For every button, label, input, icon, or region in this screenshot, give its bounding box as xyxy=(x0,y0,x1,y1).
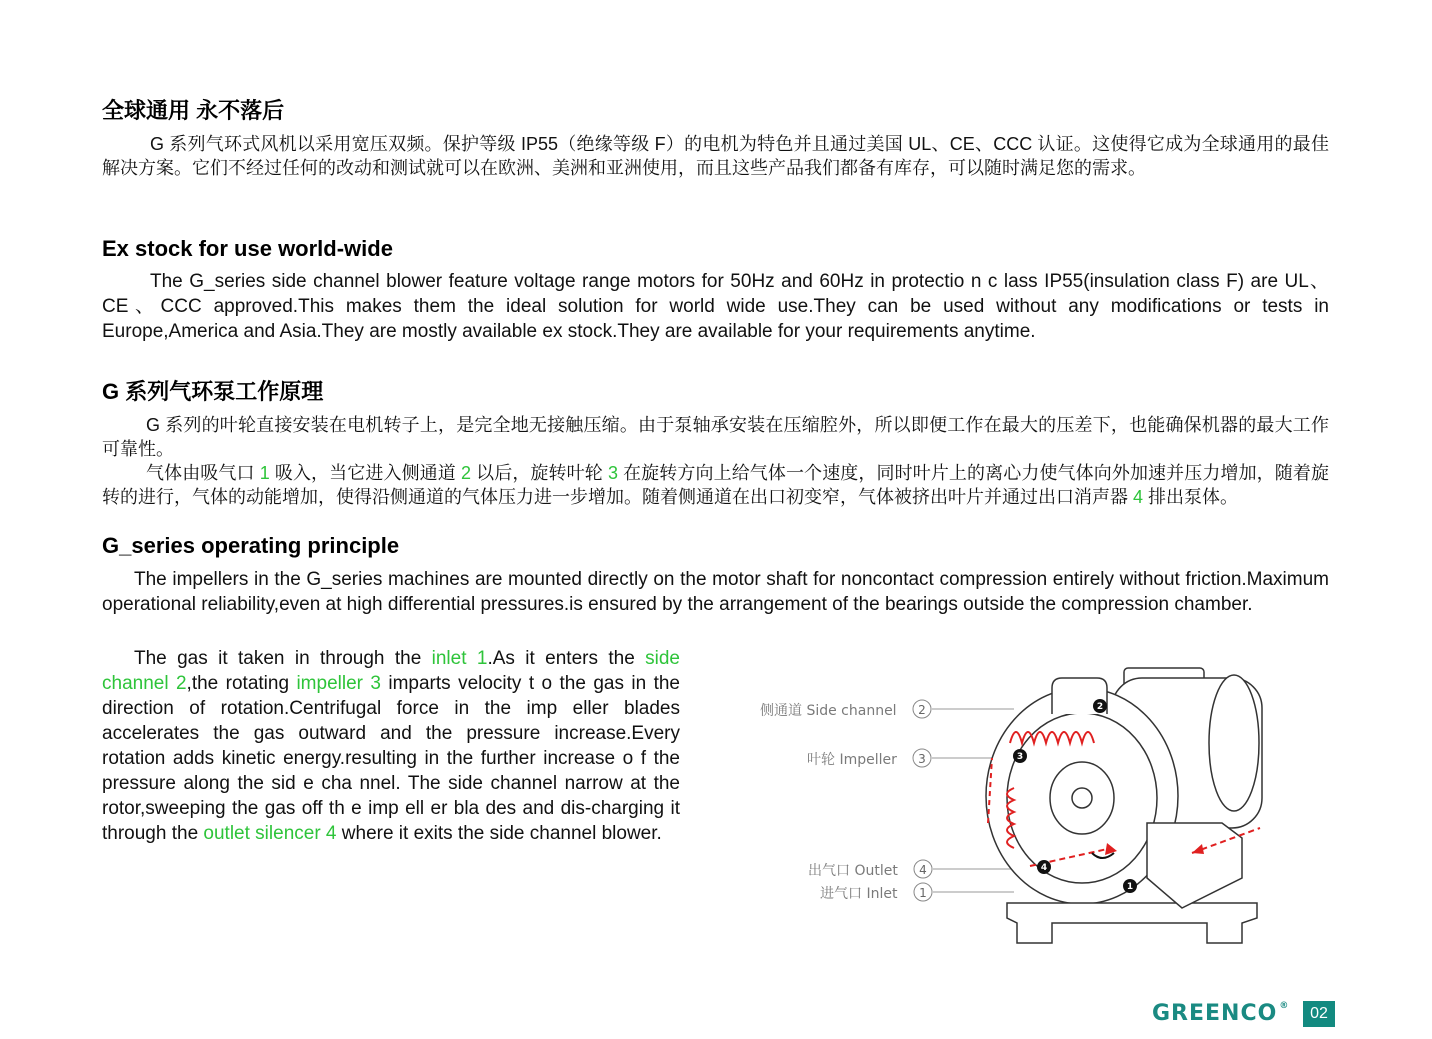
text-segment: The gas it taken in through the xyxy=(134,648,432,669)
brand-name: GREENCO xyxy=(1152,1001,1278,1026)
callout-number-3: 3 xyxy=(918,752,926,766)
paragraphs-principle-cn xyxy=(102,413,1329,509)
blower-body xyxy=(986,668,1262,943)
heading-principle-cn: G 系列气环泵工作原理 xyxy=(102,379,324,404)
text-segment: 吸入，当它进入侧通道 xyxy=(269,463,461,483)
registered-mark: ® xyxy=(1279,1001,1290,1011)
callout-number-1: 1 xyxy=(919,886,927,900)
marker-number-2: 2 xyxy=(1096,702,1104,712)
text-segment: 在旋转方向上给气体一个速度，同时叶片上的离心力使气体向外加速并压力增加，随着旋转的进行，气体的动能增加，使得沿侧通道的气体压力进一步增加。随着侧通道在出口初变窄，气体被挤出叶片并通过出口消声器 xyxy=(102,463,1329,507)
outlet-number: 4 xyxy=(1133,487,1144,507)
heading-principle-en: G_series operating principle xyxy=(102,533,400,558)
highlight-impeller: impeller 3 xyxy=(296,673,381,694)
paragraph-principle-cn-1: G 系列的叶轮直接安装在电机转子上，是完全地无接触压缩。由于泵轴承安装在压缩腔外，所以即便工作在最大的压差下，也能确保机器的最大工作可靠性。 xyxy=(102,415,1329,459)
label-side-channel: 侧通道 Side channel xyxy=(760,703,897,719)
highlight-side-channel: side channel 2 xyxy=(102,648,680,694)
label-inlet: 进气口 Inlet xyxy=(820,886,898,902)
heading-global-cn: 全球通用 永不落后 xyxy=(102,98,285,123)
text-segment: .As it enters the xyxy=(487,648,646,669)
heading-global-en: Ex stock for use world-wide xyxy=(102,236,393,261)
callout-number-2: 2 xyxy=(918,703,926,717)
greenco-logo xyxy=(1152,1001,1289,1026)
page-number-badge: 02 xyxy=(1303,1001,1335,1027)
side-channel-number: 2 xyxy=(461,463,472,483)
marker-number-1: 1 xyxy=(1126,882,1134,892)
highlight-outlet: outlet silencer 4 xyxy=(203,823,337,844)
highlight-inlet: inlet 1 xyxy=(431,648,488,669)
marker-number-3: 3 xyxy=(1016,752,1024,762)
paragraph-global-cn: G 系列气环式风机以采用宽压双频。保护等级 IP55（绝缘等级 F）的电机为特色并且通过美国 UL、CE、CCC 认证。这使得它成为全球通用的最佳解决方案。它们不经过任何的改动和测试就可以在欧洲、美洲和亚洲使用，而且这些产品我们都备有库存，可以随时满足您的需求。 xyxy=(102,134,1329,178)
text-segment: 排出泵体。 xyxy=(1143,487,1239,507)
marker-number-4: 4 xyxy=(1040,863,1048,873)
text-segment: imparts velocity t o the gas in the direction of rotation.Centrifugal force in the imp eller blades accelerates the gas outward and the pressure increase.Every rotation adds kinetic energy.resulting in the further increase o f the pressure along the sid e cha nnel. The side channel narrow at the rotor,sweeping the gas off th e imp ell er bla des and dis-charging it through the xyxy=(102,673,681,844)
paragraph-global-en: The G_series side channel blower feature voltage range motors for 50Hz and 60Hz in protectio n c lass IP55(insulation class F) are UL、CE、CCC approved.This makes them the ideal solution for world wide use.They can be used without any modifications or tests in Europe,America and Asia.They are mostly available ex stock.They are available for your requirements anytime. xyxy=(102,271,1329,342)
callout-number-4: 4 xyxy=(919,863,927,877)
paragraph-principle-en-1: The impellers in the G_series machines are mounted directly on the motor shaft for noncontact compression entirely without friction.Maximum operational reliability,even at high differential pressures.is ensured by the arrangement of the bearings outside the compression chamber. xyxy=(102,569,1329,615)
impeller-number: 3 xyxy=(607,463,618,483)
label-impeller: 叶轮 Impeller xyxy=(807,752,897,768)
silencer-housing xyxy=(1147,823,1242,908)
paragraph-principle-en-2 xyxy=(102,646,680,846)
label-outlet: 出气口 Outlet xyxy=(808,863,898,879)
text-segment: 气体由吸气口 xyxy=(146,463,260,483)
paragraph-principle-cn-2 xyxy=(102,461,1329,509)
text-segment: ,the rotating xyxy=(186,673,297,694)
text-segment: 以后，旋转叶轮 xyxy=(471,463,608,483)
shaft xyxy=(1072,788,1092,808)
motor-end-cap xyxy=(1209,675,1259,811)
blower-cutaway-diagram xyxy=(752,648,1297,953)
base-frame xyxy=(1007,903,1257,943)
inlet-number: 1 xyxy=(259,463,270,483)
text-segment: where it exits the side channel blower. xyxy=(336,823,662,844)
